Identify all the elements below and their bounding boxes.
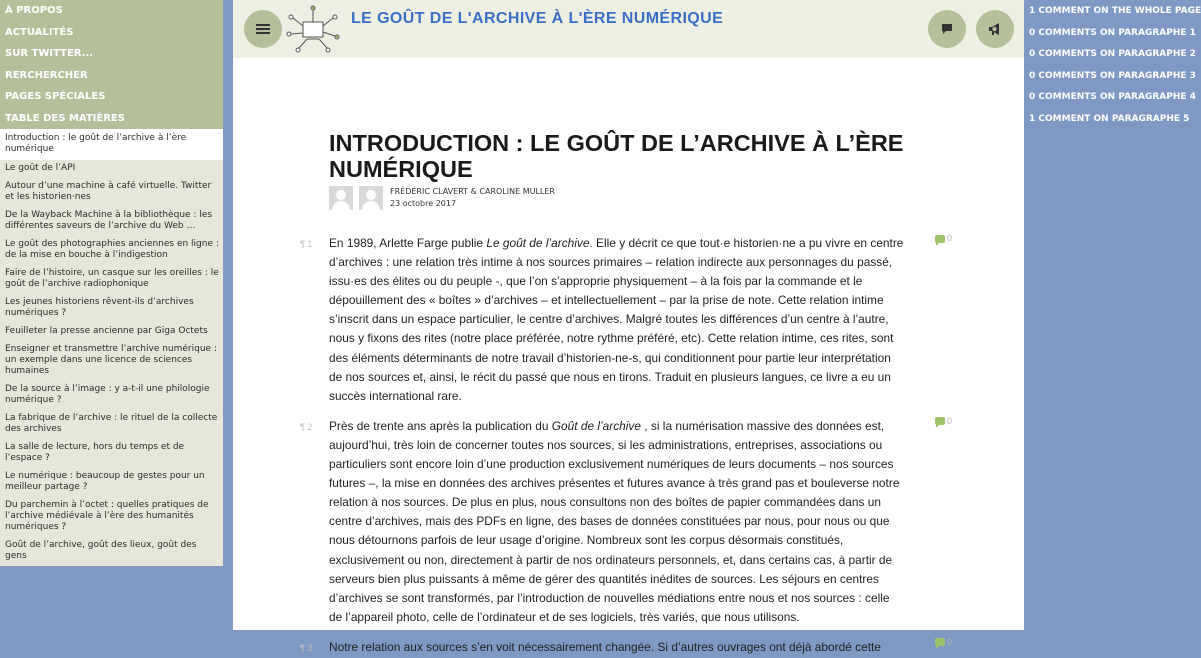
avatar[interactable]: [329, 186, 353, 210]
comments-panel: [1024, 0, 1200, 630]
comment-link-paragraph-2[interactable]: 0 COMMENTS ON PARAGRAPHE 2: [1029, 49, 1196, 59]
site-title[interactable]: LE GOÛT DE L'ARCHIVE À L'ÈRE NUMÉRIQUE: [351, 10, 724, 27]
menu-item-table-des-matieres[interactable]: TABLE DES MATIÈRES: [5, 112, 125, 124]
toc-item[interactable]: Feuilleter la presse ancienne par Giga Octets: [5, 326, 208, 336]
toc-item[interactable]: Le numérique : beaucoup de gestes pour un meilleur partage ?: [5, 471, 205, 492]
toc-item-introduction[interactable]: Introduction : le goût de l’archive à l’ère numérique: [0, 129, 223, 160]
left-sidebar: [0, 0, 223, 630]
comments-button[interactable]: [928, 10, 966, 48]
menu-item-a-propos[interactable]: À PROPOS: [5, 5, 63, 16]
byline-text: [390, 186, 555, 210]
paragraph-number[interactable]: ¶ 1: [300, 239, 313, 249]
paragraph-comment-count[interactable]: 0: [935, 229, 952, 248]
byline: [329, 186, 1024, 210]
toc-item[interactable]: Goût de l’archive, goût des lieux, goût des gens: [5, 540, 197, 561]
menu-item-actualites[interactable]: ACTUALITÉS: [5, 26, 74, 38]
toc-item[interactable]: Le goût des photographies anciennes en ligne : de la mise en bouche à l’indigestion: [5, 239, 219, 260]
paragraph-comment-count[interactable]: 0: [935, 412, 952, 431]
paragraph: ¶ 3 0 Notre relation aux sources s’en voit nécessairement changée. Si d’autres ouvrages ont déjà abordé cette: [329, 638, 905, 657]
megaphone-icon: [987, 21, 1003, 37]
article-authors[interactable]: FRÉDÉRIC CLAVERT & CAROLINE MULLER: [390, 187, 555, 196]
menu-item-pages-speciales[interactable]: PAGES SPÉCIALES: [5, 91, 106, 102]
comment-bubble-icon: [935, 638, 945, 646]
table-of-contents: [0, 129, 223, 566]
menu-item-rechercher[interactable]: RERCHERCHER: [5, 69, 88, 81]
comment-link-whole-page[interactable]: 1 COMMENT ON THE WHOLE PAGE: [1029, 6, 1201, 16]
paragraph-number[interactable]: ¶ 3: [300, 642, 313, 653]
announce-button[interactable]: [976, 10, 1014, 48]
toc-item[interactable]: Faire de l’histoire, un casque sur les oreilles : le goût de l’archive radiophonique: [5, 268, 219, 289]
avatar[interactable]: [359, 186, 383, 210]
comment-bubble-icon: [935, 417, 945, 425]
toc-item[interactable]: Les jeunes historiens rêvent-ils d’archives numériques ?: [5, 297, 194, 318]
toc-item[interactable]: Autour d’une machine à café virtuelle. Twitter et les historien·nes: [5, 181, 212, 202]
toc-item[interactable]: Le goût de l’API: [5, 163, 76, 173]
paragraph-comment-count[interactable]: 0: [935, 633, 952, 652]
speech-bubble-icon: [940, 22, 954, 36]
toc-item[interactable]: La salle de lecture, hors du temps et de l’espace ?: [5, 442, 185, 463]
paragraph: ¶ 2 0 Près de trente ans après la publication du Goût de l’archive , si la numérisation massive des données est, aujourd’hui, très loin de concerner toutes nos sources, si les administrations, entreprises, associations ou particuliers sont encore loin d’une production exclusivement numériques de leurs documents – nos sources futures –, la mise en données des archives présentes et futures avance à très grand pas et bouleverse notre relation à nos sources. De plus en plus, nous consultons non des boîtes de papier commandées dans un centre d’archives, mais des PDFs en ligne, des bases de données constituées par nous, pour nous ou que nous détournons parfois de leur usage d’origine. Nombreux sont les corpus désormais constitués, exclusivement ou non, directement à partir de nos ordinateurs personnels, et, dans certains cas, à partir de serveurs bien plus puissants à même de gérer des quantités inédites de sources. Les séjours en centres d’archives se sont transformés, par l’introduction de nouvelles médiations entre nous et nos sources : celle de l’appareil photo, celle de l’ordinateur et de ses logiciels, très variés, que nous utilisons.: [329, 417, 905, 627]
article-date: 23 octobre 2017: [390, 199, 457, 208]
comment-link-paragraph-5[interactable]: 1 COMMENT ON PARAGRAPHE 5: [1029, 113, 1190, 124]
hamburger-icon: [255, 22, 271, 36]
toc-item[interactable]: De la source à l’image : y a-t-il une philologie numérique ?: [5, 384, 210, 405]
site-header: [233, 0, 1024, 58]
article: [233, 58, 1024, 657]
menu-item-twitter[interactable]: SUR TWITTER...: [5, 48, 94, 59]
sidebar-menu: [0, 0, 223, 129]
comment-bubble-icon: [935, 235, 945, 243]
comment-link-paragraph-4[interactable]: 0 COMMENTS ON PARAGRAPHE 4: [1029, 92, 1196, 102]
menu-button[interactable]: [244, 10, 282, 48]
comment-link-paragraph-3[interactable]: 0 COMMENTS ON PARAGRAPHE 3: [1029, 70, 1196, 81]
main-content: [233, 0, 1024, 654]
network-screen-logo: [285, 2, 341, 56]
toc-item[interactable]: Du parchemin à l’octet : quelles pratiques de l’archive médiévale à l’ère des humanités numériques ?: [5, 500, 209, 532]
toc-item[interactable]: La fabrique de l’archive : le rituel de la collecte des archives: [5, 413, 218, 434]
comment-link-paragraph-1[interactable]: 0 COMMENTS ON PARAGRAPHE 1: [1029, 27, 1196, 38]
toc-item[interactable]: Enseigner et transmettre l’archive numérique : un exemple dans une licence de sciences humaines: [5, 344, 217, 376]
toc-item[interactable]: De la Wayback Machine à la bibliothèque : les différentes saveurs de l’archive du Web …: [5, 210, 213, 231]
article-title: INTRODUCTION : LE GOÛT DE L’ARCHIVE À L’ÈRE NUMÉRIQUE: [329, 130, 904, 182]
paragraph-number[interactable]: ¶ 2: [300, 421, 313, 432]
paragraph: ¶ 1 0 En 1989, Arlette Farge publie Le goût de l’archive. Elle y décrit ce que tout·e historien·ne a pu vivre en centre d’archives : une relation très intime à nos sources primaires – relation indirecte aux personnages du passé, issu·es des élites ou du peuple -, que l’on s’approprie physiquement – à la fois par la commande et le dépouillement des « boîtes » d’archives – et intellectuellement – par la prise de note. Cette relation intime s’inscrit dans un espace particulier, le centre d’archives. Malgré toutes les différences d’un centre à l’autre, nous y fixons des rites (notre place préférée, notre rythme préféré, etc). Cette relation intime, ces rites, sont des éléments déterminants de notre travail d’historien-ne-s, qui conditionnent pour partie leur interprétation de nos sources et, ainsi, le récit du passé que nous en tirons. Traduit en plusieurs langues, ce livre a eu un succès international rare.: [329, 234, 905, 406]
